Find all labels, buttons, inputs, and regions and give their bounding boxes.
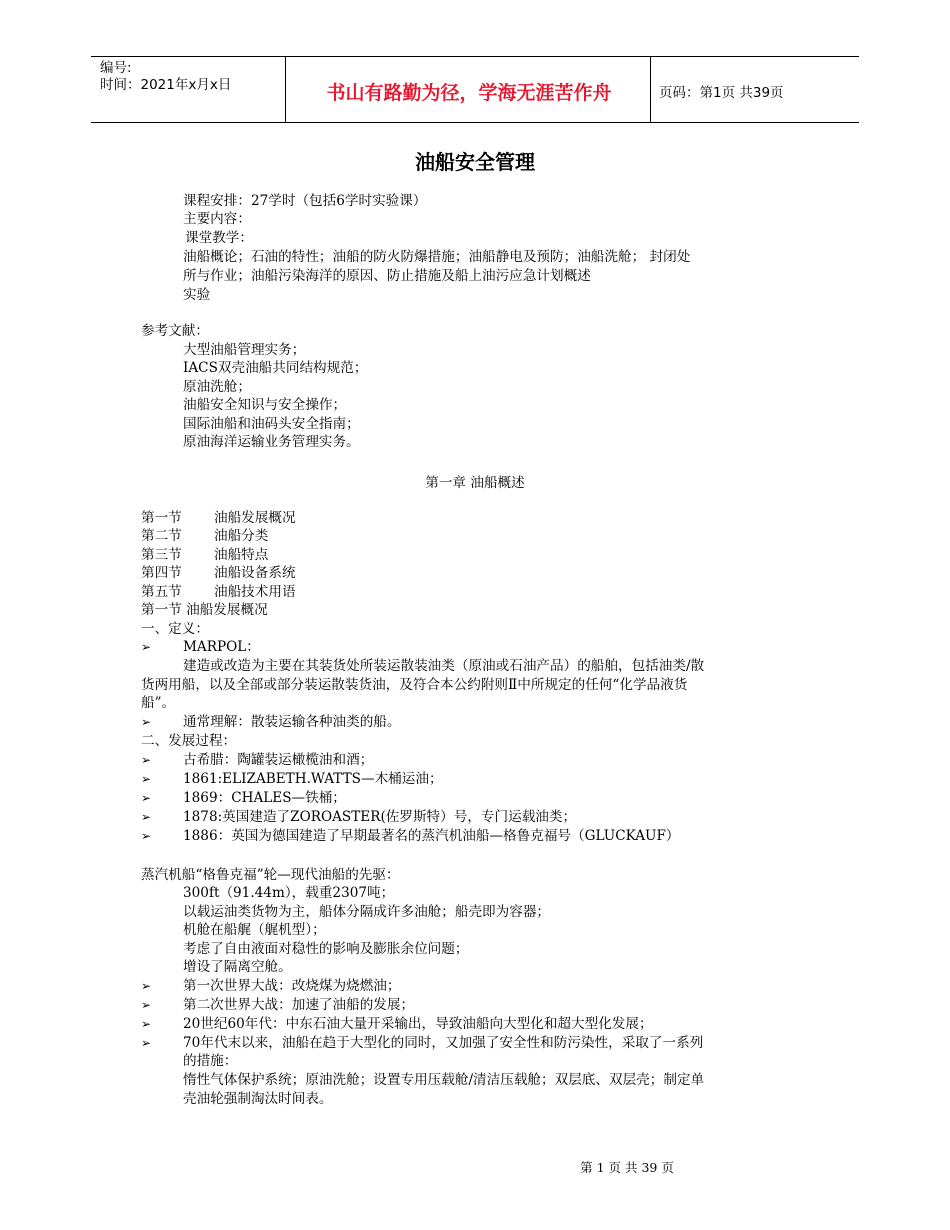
- history-item: 古希腊：陶罐装运橄榄油和酒；: [183, 752, 374, 768]
- reference-item: 原油洗舱；: [183, 379, 251, 395]
- bullet-arrow-icon: ➢: [141, 791, 152, 805]
- document-title: 油船安全管理: [415, 150, 535, 174]
- bullet-arrow-icon: ➢: [141, 810, 152, 824]
- definition-heading: 一、定义：: [141, 621, 209, 637]
- bullet-arrow-icon: ➢: [141, 829, 152, 843]
- header-top-rule: [91, 56, 859, 57]
- header-divider-left: [285, 57, 286, 122]
- bullet-arrow-icon: ➢: [141, 772, 152, 786]
- section-number: 第五节: [141, 584, 182, 600]
- history-item: 1886：英国为德国建造了早期最著名的蒸汽机油船—格鲁克福号（GLUCKAUF）: [183, 828, 680, 844]
- main-content-label: 主要内容：: [183, 211, 251, 227]
- serial-label: 编号:: [100, 60, 132, 76]
- marpol-text-line-3: 船”。: [141, 695, 176, 711]
- development-item: 第一次世界大战：改烧煤为烧燃油；: [183, 978, 401, 994]
- section1-heading: 第一节 油船发展概况: [141, 602, 268, 618]
- bullet-arrow-icon: ➢: [141, 979, 152, 993]
- bullet-arrow-icon: ➢: [141, 640, 152, 654]
- topics-line-1: 油船概论；石油的特性；油船的防火防爆措施；油船静电及预防；油船洗舱； 封闭处: [183, 249, 691, 265]
- reference-item: 原油海洋运输业务管理实务。: [183, 434, 360, 450]
- reference-item: 国际油船和油码头安全指南；: [183, 416, 360, 432]
- course-schedule: 课程安排：27学时（包括6学时实验课）: [183, 193, 427, 209]
- section-name: 油船技术用语: [214, 584, 296, 600]
- section-number: 第一节: [141, 510, 182, 526]
- references-heading: 参考文献：: [141, 323, 209, 339]
- experiment-label: 实验: [183, 287, 211, 303]
- chapter-title: 第一章 油船概述: [425, 475, 525, 491]
- bullet-arrow-icon: ➢: [141, 1036, 152, 1050]
- steamship-detail: 增设了隔离空舱。: [183, 959, 292, 975]
- development-item: 第二次世界大战：加速了油船的发展；: [183, 997, 415, 1013]
- reference-item: IACS双壳油船共同结构规范；: [183, 360, 368, 376]
- header-page-info: 页码：第1页 共39页: [659, 85, 784, 101]
- steamship-detail: 考虑了自由液面对稳性的影响及膨胀余位问题；: [183, 941, 469, 957]
- section-name: 油船设备系统: [214, 565, 296, 581]
- development-item: 70年代末以来，油船在趋于大型化的同时，又加强了安全性和防污染性，采取了一系列: [183, 1035, 704, 1051]
- section-name: 油船分类: [214, 528, 269, 544]
- section-name: 油船发展概况: [214, 510, 296, 526]
- header-divider-right: [650, 57, 651, 122]
- history-heading: 二、发展过程：: [141, 733, 237, 749]
- bullet-arrow-icon: ➢: [141, 753, 152, 767]
- header-left-block: [100, 60, 231, 94]
- development-continuation: 的措施：: [183, 1053, 238, 1069]
- history-item: 1869：CHALES—铁桶；: [183, 790, 346, 806]
- common-understanding: 通常理解：散装运输各种油类的船。: [183, 714, 401, 730]
- header-bottom-rule: [91, 122, 859, 123]
- marpol-label: MARPOL：: [183, 639, 260, 655]
- section-number: 第四节: [141, 565, 182, 581]
- steamship-detail: 300ft（91.44m），载重2307吨；: [183, 885, 395, 901]
- marpol-text-line-2: 货两用船，以及全部或部分装运散装货油，及符合本公约附则Ⅱ中所规定的任何“化学品液货: [141, 677, 688, 693]
- steamship-detail: 机舱在船艉（艉机型）；: [183, 922, 326, 938]
- marpol-text-line-1: 建造或改造为主要在其装货处所装运散装油类（原油或石油产品）的船舶，包括油类/散: [183, 658, 705, 674]
- topics-line-2: 所与作业；油船污染海洋的原因、防止措施及船上油污应急计划概述: [183, 268, 591, 284]
- reference-item: 大型油船管理实务；: [183, 342, 306, 358]
- section-number: 第三节: [141, 547, 182, 563]
- history-item: 1861:ELIZABETH.WATTS—木桶运油；: [183, 771, 443, 787]
- bullet-arrow-icon: ➢: [141, 998, 152, 1012]
- time-label: 时间：2021年x月x日: [100, 77, 232, 93]
- development-continuation: 壳油轮强制淘汰时间表。: [183, 1091, 333, 1107]
- header-motto: 书山有路勤为径，学海无涯苦作舟: [326, 82, 612, 104]
- section-number: 第二节: [141, 528, 182, 544]
- steamship-heading: 蒸汽机船“格鲁克福”轮—现代油船的先驱：: [141, 867, 400, 883]
- page-footer: 第 1 页 共 39 页: [580, 1160, 674, 1175]
- history-item: 1878:英国建造了ZOROASTER(佐罗斯特）号，专门运载油类；: [183, 809, 577, 825]
- steamship-detail: 以载运油类货物为主，船体分隔成许多油舱；船壳即为容器；: [183, 904, 551, 920]
- development-continuation: 惰性气体保护系统；原油洗舱；设置专用压载舱/清洁压载舱；双层底、双层壳；制定单: [183, 1072, 705, 1088]
- section-name: 油船特点: [214, 547, 269, 563]
- bullet-arrow-icon: ➢: [141, 715, 152, 729]
- reference-item: 油船安全知识与安全操作；: [183, 397, 347, 413]
- classroom-label: 课堂教学：: [185, 230, 253, 246]
- bullet-arrow-icon: ➢: [141, 1017, 152, 1031]
- development-item: 20世纪60年代：中东石油大量开采输出，导致油船向大型化和超大型化发展；: [183, 1016, 653, 1032]
